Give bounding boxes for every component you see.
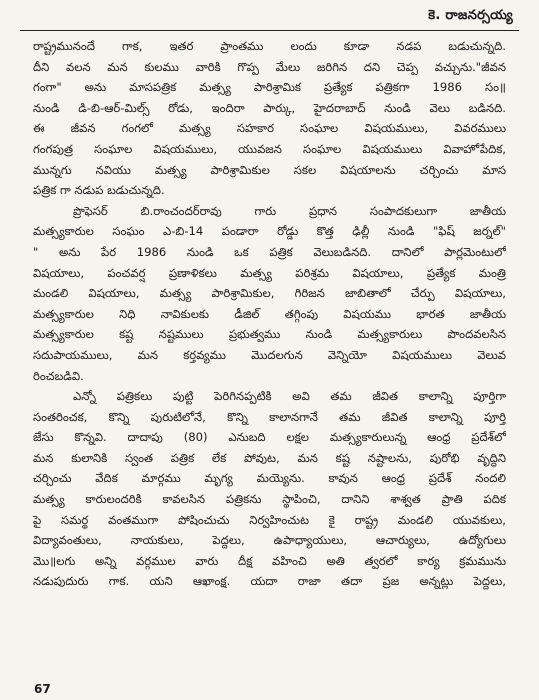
- text-line: నడుపుదురు గాక. యని ఆఖాంక్ష. యదా రాజా తదా ప్రజ అన్నట్లు పెద్దలు,: [33, 574, 506, 589]
- text-line: మత్స్యకారుల కష్ట నష్టములు ప్రభుత్వము నుండి మత్స్యకారులు పొందవలసిన: [33, 327, 506, 342]
- text-line: " అను పేర 1986 నుండి ఒక పత్రిక వెలుబడినది. దానిలో పార్లమెంటులో: [33, 244, 506, 259]
- text-line: చర్చించు వేదిక మార్గము మృగ్య మయ్యెను. కావున ఆంధ్ర ప్రదేశ్ నందలి: [33, 471, 506, 486]
- page-number: 67: [34, 682, 51, 696]
- text-line: మన కులానికి స్వంత పత్రిక లేక పోవుట, మన కష్ట నష్టాలను, పురోభి వృద్ధిని: [33, 450, 506, 465]
- text-line: మత్స్యకారుల నిధి నావికులకు డీజిల్ తగ్గింపు విషయము భారత జాతీయ: [33, 306, 506, 321]
- text-line: సంతరించక, కొన్ని పురుటిలోనే, కొన్ని కాలానగానే తమ జీవిత కాలాన్ని పూర్తి: [33, 409, 506, 424]
- text-line: ఈ జీవన గంగలో మత్స్య సహకార సంఘాల విషయములు, వివరములు: [33, 121, 506, 136]
- text-line: విషయాలు, పంచవర్ష ప్రణాళికలు మత్స్య పరిశ్రమ విషయాలు, ప్రత్యేక మంత్రి: [33, 265, 506, 280]
- text-line: నుండి డి-బి-ఆర్-మిల్స్ రోడు, ఇందిరా పార్కు, హైదరాబాద్ నుండి వెలు బడినది.: [33, 100, 506, 115]
- text-line: రాష్ట్రమునందే గాక, ఇతర ప్రాంతము లందు కూడా నడప బడుచున్నది.: [33, 39, 506, 53]
- text-line: సదుపాయములు, మన కర్తవ్యము మొదలగున వెన్నియో విషయములు వెలువ: [33, 347, 506, 362]
- text-line: గంగపుత్ర సంఘాల విషయములు, యువజన సంఘాల విషయములు వివాహోపేదిక,: [33, 141, 506, 156]
- text-line: ప్రొఫెసర్ బి.రాంచందర్‌రావు గారు ప్రధాన సంపాదకులుగా జాతీయ: [73, 203, 506, 218]
- text-line: దీని వలన మన కులము వారికి గొప్ప మేలు జరిగిన దని చెప్ప వచ్చును."జీవన: [33, 59, 506, 74]
- text-line: మొ॥లగు అన్ని వర్గముల వారు దీక్ష వహించి అతి త్వరలో కార్య క్రమమును: [33, 553, 506, 568]
- text-line: గంగా" అను మాసపత్రిక మత్స్య పారిశ్రామిక ప్రత్యేక పత్రికగా 1986 సం॥: [33, 80, 506, 95]
- header-author: కె. రాజనర్సయ్య: [428, 8, 513, 23]
- text-line: మున్నగు నవియు మత్స్య పారిశ్రామికుల సకల విషయాలను చర్చించు మాస: [33, 162, 506, 177]
- text-line: విద్యావంతులు, నాయకులు, పెద్దలు, ఉపాధ్యాయులు, ఆచార్యులు, ఉద్యోగులు: [33, 533, 506, 548]
- text-line: పై సమర్థ వంతముగా పోషించుచు నిర్వహించుట కై రాష్ట్ర మండలి యువకులు,: [33, 512, 506, 527]
- text-line: మత్స్య కారులందరికి కావలసిన పత్రికను స్థాపించి, దానిని శాశ్వత ప్రాతి పదిక: [33, 492, 506, 507]
- text-line: ఎన్నో పత్రికలు పుట్టి పెరిగినప్పటికి అవి తమ జీవిత కాలాన్ని పూర్తిగా: [73, 389, 506, 404]
- page-header: [20, 6, 519, 28]
- body-text: [33, 36, 506, 592]
- header-rule: [20, 30, 519, 31]
- text-line: పత్రిక గా నడుప బడుచున్నది.: [33, 183, 165, 198]
- text-line: రించబడివి.: [33, 368, 84, 383]
- text-line: జేసు కొన్నవి. దాదాపు (80) ఎనుబది లక్షల మత్స్యకారులున్న ఆంధ్ర ప్రదేశ్‌లో: [33, 430, 506, 445]
- text-line: మండలి విషయాలు, మత్స్య పారిశ్రామికుల, గిరిజన జాబితాలో చేర్పు విషయాలు,: [33, 286, 506, 301]
- text-line: మత్స్యకారుల సంఘం ఎ-బి-14 పండారా రోడ్డు కొత్త ఢిల్లీ నుండి "ఫిష్ జర్నల్": [33, 224, 506, 239]
